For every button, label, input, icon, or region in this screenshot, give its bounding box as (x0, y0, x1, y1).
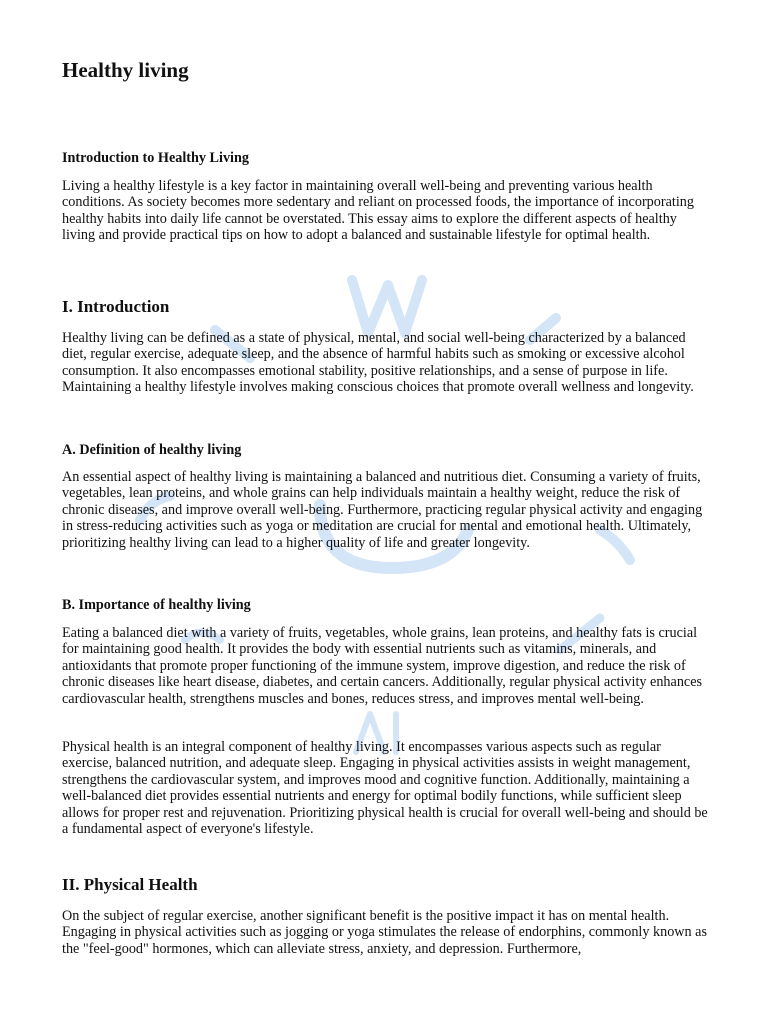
paragraph-subsection-b-2: Physical health is an integral component of healthy living. It encompasses various aspects such as regular exercise, balanced nutrition, and adequate sleep. Engaging in physical activities assists in weight management, strengthens the cardiovascular system, and improves mood and cognitive function. Additionally, maintaining a well-balanced diet provides essential nutrients and energy for optimal bodily functions, while sufficient sleep allows for proper rest and rejuvenation. Prioritizing physical health is crucial for overall well-being and should be a fundamental aspect of everyone's lifestyle. (62, 739, 708, 838)
watermark-stroke-w (352, 280, 422, 333)
heading-subsection-a: A. Definition of healthy living (62, 442, 242, 458)
paragraph-section-1: Healthy living can be defined as a state of physical, mental, and social well-being characterized by a balanced diet, regular exercise, adequate sleep, and the absence of harmful habits such as smoking or excessive alcohol consumption. It also encompasses emotional stability, positive relationships, and a sense of purpose in life. Maintaining a healthy lifestyle involves making conscious choices that promote overall wellness and longevity. (62, 330, 694, 396)
paragraph-subsection-a: An essential aspect of healthy living is maintaining a balanced and nutritious diet. Consuming a variety of fruits, vegetables, lean proteins, and whole grains can help individuals maintain a healthy weight, reduce the risk of chronic diseases, and improve overall well-being. Furthermore, practicing regular physical activity and engaging in stress-reducing activities such as yoga or meditation are crucial for mental and emotional health. Ultimately, prioritizing healthy living can lead to a higher quality of life and greater longevity. (62, 469, 703, 551)
heading-section-1: I. Introduction (62, 297, 170, 316)
document-title: Healthy living (62, 58, 189, 82)
heading-subsection-b: B. Importance of healthy living (62, 597, 251, 613)
paragraph-section-2: On the subject of regular exercise, another significant benefit is the positive impact it has on mental health. Engaging in physical activities such as jogging or yoga stimulates the release of endorphins, commonly known as the "feel-good" hormones, which can alleviate stress, anxiety, and depression. Furthermore, (62, 908, 708, 957)
paragraph-subsection-b-1: Eating a balanced diet with a variety of fruits, vegetables, whole grains, lean proteins, and healthy fats is crucial for maintaining good health. It provides the body with essential nutrients such as vitamins, minerals, and antioxidants that promote proper functioning of the immune system, improve digestion, and reduce the risk of chronic diseases like heart disease, diabetes, and certain cancers. Additionally, regular physical activity enhances cardiovascular health, strengthens muscles and bones, reduces stress, and improves mental well-being. (62, 625, 703, 707)
heading-section-2: II. Physical Health (62, 875, 198, 894)
paragraph-introduction: Living a healthy lifestyle is a key factor in maintaining overall well-being and preventing various health conditions. As society becomes more sedentary and reliant on processed foods, the importance of incorporating healthy habits into daily life cannot be overstated. This essay aims to explore the different aspects of healthy living and provide practical tips on how to adopt a balanced and sustainable lifestyle for optimal health. (62, 178, 694, 244)
heading-introduction-to-healthy-living: Introduction to Healthy Living (62, 150, 249, 166)
